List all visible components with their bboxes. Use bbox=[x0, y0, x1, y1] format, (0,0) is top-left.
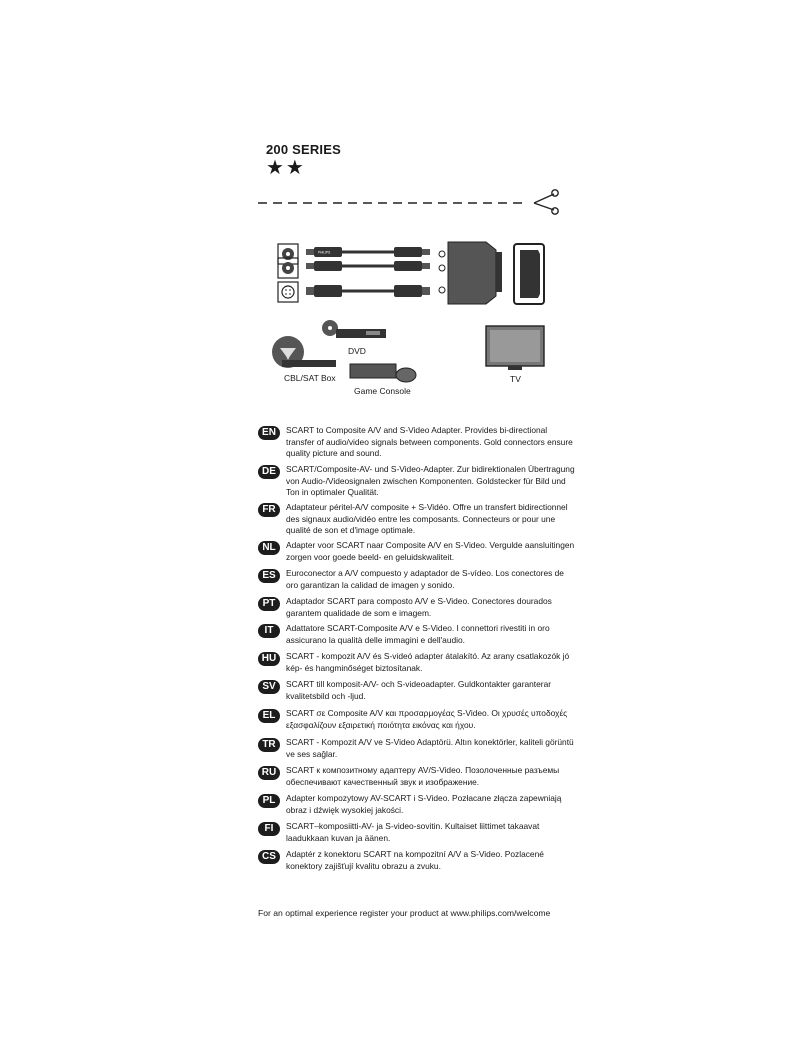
rating-stars: ★★ bbox=[266, 157, 306, 179]
lang-badge: CS bbox=[258, 850, 280, 864]
lang-description: SCART till komposit-A/V- och S-videoadapter. Guldkontakter garanterar kvalitetsbild och -ljud. bbox=[286, 679, 552, 701]
lang-row-nl bbox=[258, 540, 576, 563]
lang-row-pt bbox=[258, 596, 576, 619]
series-title: 200 SERIES bbox=[266, 142, 341, 157]
connection-diagram bbox=[258, 232, 560, 412]
lang-row-fr bbox=[258, 502, 576, 537]
lang-row-sv bbox=[258, 679, 576, 702]
lang-badge: PL bbox=[258, 794, 280, 808]
lang-badge: RU bbox=[258, 766, 280, 780]
game-console-label: Game Console bbox=[354, 386, 411, 396]
lang-description: SCART σε Composite A/V και προσαρμογέας S-Video. Οι χρυσές υποδοχές εξασφαλίζουν εξαιρετική ποιότητα εικόνας και ήχου. bbox=[286, 708, 568, 730]
scissors-icon bbox=[534, 190, 558, 214]
lang-badge: EN bbox=[258, 426, 280, 440]
scart-adapter bbox=[439, 242, 502, 304]
lang-row-ru bbox=[258, 765, 576, 788]
composite-cable-2 bbox=[306, 261, 430, 271]
cbl-sat-label: CBL/SAT Box bbox=[284, 373, 336, 383]
lang-description: SCART к композитному адаптеру AV/S-Video. Позолоченные разъемы обеспечивают качественный звук и изображение. bbox=[286, 765, 560, 787]
lang-description: SCART/Composite-AV- und S-Video-Adapter. Zur bidirektionalen Übertragung von Audio-/Videosignalen zwischen Komponenten. Goldstecker für Bild und Ton in optimaler Qualität. bbox=[286, 464, 575, 498]
lang-badge: EL bbox=[258, 709, 280, 723]
lang-description: Euroconector a A/V compuesto y adaptador de S-vídeo. Los conectores de oro garantizan la calidad de imagen y sonido. bbox=[286, 568, 564, 590]
lang-description: Adaptateur péritel-A/V composite + S-Vidéo. Offre un transfert bidirectionnel des signaux audio/vidéo entre les composants. Connecteurs or pour une qualité de son et d'image optimale. bbox=[286, 502, 568, 536]
lang-description: Adapter voor SCART naar Composite A/V en S-Video. Vergulde aansluitingen zorgen voor goede beeld- en geluidskwaliteit. bbox=[286, 540, 575, 562]
cbl-sat-box bbox=[272, 336, 336, 383]
cable-brand-label: PHILIPS bbox=[318, 250, 331, 255]
lang-row-es bbox=[258, 568, 576, 591]
lang-row-hu bbox=[258, 651, 576, 674]
scart-socket bbox=[514, 244, 544, 304]
lang-badge: TR bbox=[258, 738, 280, 752]
lang-description: SCART - Kompozit A/V ve S-Video Adaptörü. Altın konektörler, kaliteli görüntü ve ses sağlar. bbox=[286, 737, 574, 759]
lang-row-it bbox=[258, 623, 576, 646]
lang-row-pl bbox=[258, 793, 576, 816]
s-video-cable bbox=[306, 285, 430, 297]
lang-badge: PT bbox=[258, 597, 280, 611]
game-console bbox=[350, 364, 416, 396]
lang-description: Adaptér z konektoru SCART na kompozitní A/V a S-Video. Pozlacené konektory zajišťují kvalitu obrazu a zvuku. bbox=[286, 849, 544, 871]
av-jack-panel bbox=[278, 244, 298, 302]
composite-cable-1 bbox=[306, 247, 430, 257]
lang-badge: SV bbox=[258, 680, 280, 694]
cut-line bbox=[258, 188, 560, 218]
dvd-label: DVD bbox=[348, 346, 366, 356]
tv-set bbox=[486, 326, 544, 384]
lang-badge: NL bbox=[258, 541, 280, 555]
lang-description: Adaptador SCART para composto A/V e S-Video. Conectores dourados garantem qualidade de som e imagem. bbox=[286, 596, 552, 618]
lang-row-fi bbox=[258, 821, 576, 844]
dvd-player bbox=[322, 320, 386, 356]
lang-row-en bbox=[258, 425, 576, 460]
lang-description: SCART–komposiitti-AV- ja S-video-sovitin. Kultaiset liittimet takaavat laadukkaan kuvan ja äänen. bbox=[286, 821, 540, 843]
lang-description: SCART to Composite A/V and S-Video Adapter. Provides bi-directional transfer of audio/video signals between components. Gold connectors ensure quality picture and sound. bbox=[286, 425, 573, 459]
lang-badge: DE bbox=[258, 465, 280, 479]
lang-badge: IT bbox=[258, 624, 280, 638]
lang-row-de bbox=[258, 464, 576, 499]
lang-row-cs bbox=[258, 849, 576, 872]
lang-row-tr bbox=[258, 737, 576, 760]
lang-badge: FR bbox=[258, 503, 280, 517]
lang-row-el bbox=[258, 708, 576, 731]
lang-description: Adapter kompozytowy AV-SCART i S-Video. Pozłacane złącza zapewniają obraz i dźwięk wysokiej jakości. bbox=[286, 793, 562, 815]
lang-badge: HU bbox=[258, 652, 280, 666]
tv-label: TV bbox=[510, 374, 521, 384]
lang-badge: FI bbox=[258, 822, 280, 836]
lang-description: SCART - kompozit A/V és S-videó adapter átalakító. Az arany csatlakozók jó kép- és hangminőséget biztosítanak. bbox=[286, 651, 570, 673]
lang-description: Adattatore SCART-Composite A/V e S-Video. I connettori rivestiti in oro assicurano la qualità delle immagini e dell'audio. bbox=[286, 623, 550, 645]
footer-register-note: For an optimal experience register your product at www.philips.com/welcome bbox=[258, 908, 551, 918]
lang-badge: ES bbox=[258, 569, 280, 583]
